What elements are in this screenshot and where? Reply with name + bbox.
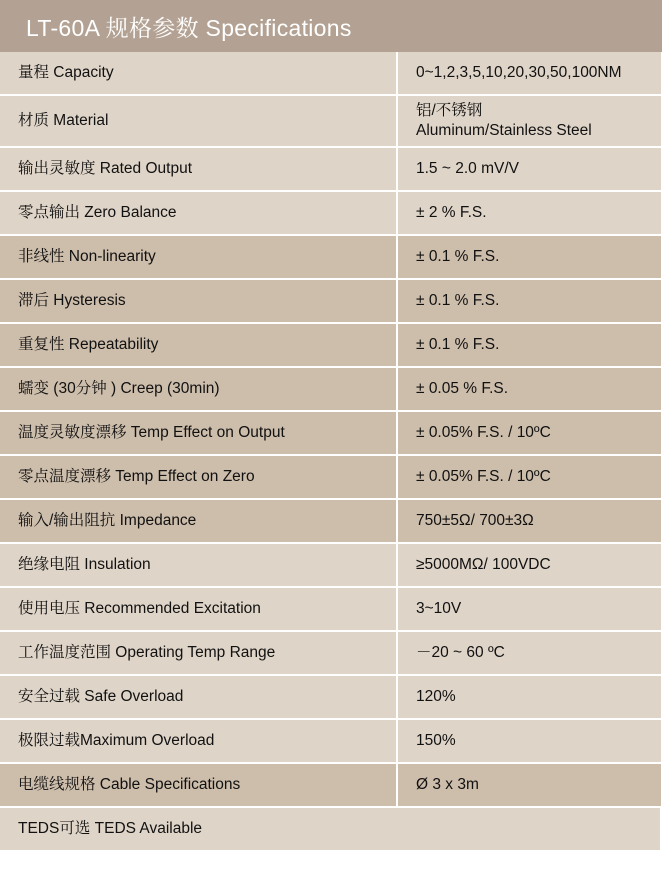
row-value: 150% (397, 719, 661, 763)
table-row (0, 235, 661, 279)
row-value: ± 0.05% F.S. / 10ºC (397, 411, 661, 455)
row-label: 极限过载Maximum Overload (0, 719, 397, 763)
row-label: 输出灵敏度 Rated Output (0, 147, 397, 191)
table-row (0, 719, 661, 763)
table-row (0, 147, 661, 191)
row-label: 非线性 Non-linearity (0, 235, 397, 279)
row-label: 使用电压 Recommended Excitation (0, 587, 397, 631)
table-row (0, 587, 661, 631)
row-value: ± 0.05 % F.S. (397, 367, 661, 411)
row-label: 零点输出 Zero Balance (0, 191, 397, 235)
table-row (0, 763, 661, 807)
row-value (397, 95, 661, 147)
row-label: 材质 Material (0, 95, 397, 147)
page-title: LT-60A 规格参数 Specifications (26, 14, 352, 41)
row-label: 量程 Capacity (0, 52, 397, 95)
row-value: 3~10V (397, 587, 661, 631)
row-value-line1: 铝/不锈钢 (416, 102, 483, 120)
row-value: 0~1,2,3,5,10,20,30,50,100NM (397, 52, 661, 95)
row-value: ± 0.05% F.S. / 10ºC (397, 455, 661, 499)
table-row (0, 455, 661, 499)
row-value: 120% (397, 675, 661, 719)
row-value: ± 0.1 % F.S. (397, 235, 661, 279)
row-label: 零点温度漂移 Temp Effect on Zero (0, 455, 397, 499)
table-row (0, 367, 661, 411)
row-value: －20 ~ 60 ºC (397, 631, 661, 675)
table-row (0, 411, 661, 455)
row-label: 重复性 Repeatability (0, 323, 397, 367)
row-label: 安全过载 Safe Overload (0, 675, 397, 719)
table-row (0, 52, 661, 95)
table-footer-row (0, 807, 661, 851)
row-label: 电缆线规格 Cable Specifications (0, 763, 397, 807)
table-row (0, 631, 661, 675)
table-row (0, 95, 661, 147)
row-label: 输入/输出阻抗 Impedance (0, 499, 397, 543)
row-label: 温度灵敏度漂移 Temp Effect on Output (0, 411, 397, 455)
row-label: 工作温度范围 Operating Temp Range (0, 631, 397, 675)
row-value: ± 0.1 % F.S. (397, 279, 661, 323)
row-value: ± 2 % F.S. (397, 191, 661, 235)
table-row (0, 543, 661, 587)
specifications-table (0, 52, 662, 852)
row-value: 1.5 ~ 2.0 mV/V (397, 147, 661, 191)
table-row (0, 675, 661, 719)
row-value: 750±5Ω/ 700±3Ω (397, 499, 661, 543)
row-label: 绝缘电阻 Insulation (0, 543, 397, 587)
table-row (0, 191, 661, 235)
table-row (0, 279, 661, 323)
row-value: ± 0.1 % F.S. (397, 323, 661, 367)
title-bar (0, 0, 662, 52)
teds-available-text: TEDS可选 TEDS Available (0, 807, 661, 851)
row-label: 滞后 Hysteresis (0, 279, 397, 323)
row-value: Ø 3 x 3m (397, 763, 661, 807)
table-row (0, 323, 661, 367)
row-value: ≥5000MΩ/ 100VDC (397, 543, 661, 587)
row-value-line2: Aluminum/Stainless Steel (416, 122, 592, 139)
table-row (0, 499, 661, 543)
row-label: 蠕变 (30分钟 ) Creep (30min) (0, 367, 397, 411)
